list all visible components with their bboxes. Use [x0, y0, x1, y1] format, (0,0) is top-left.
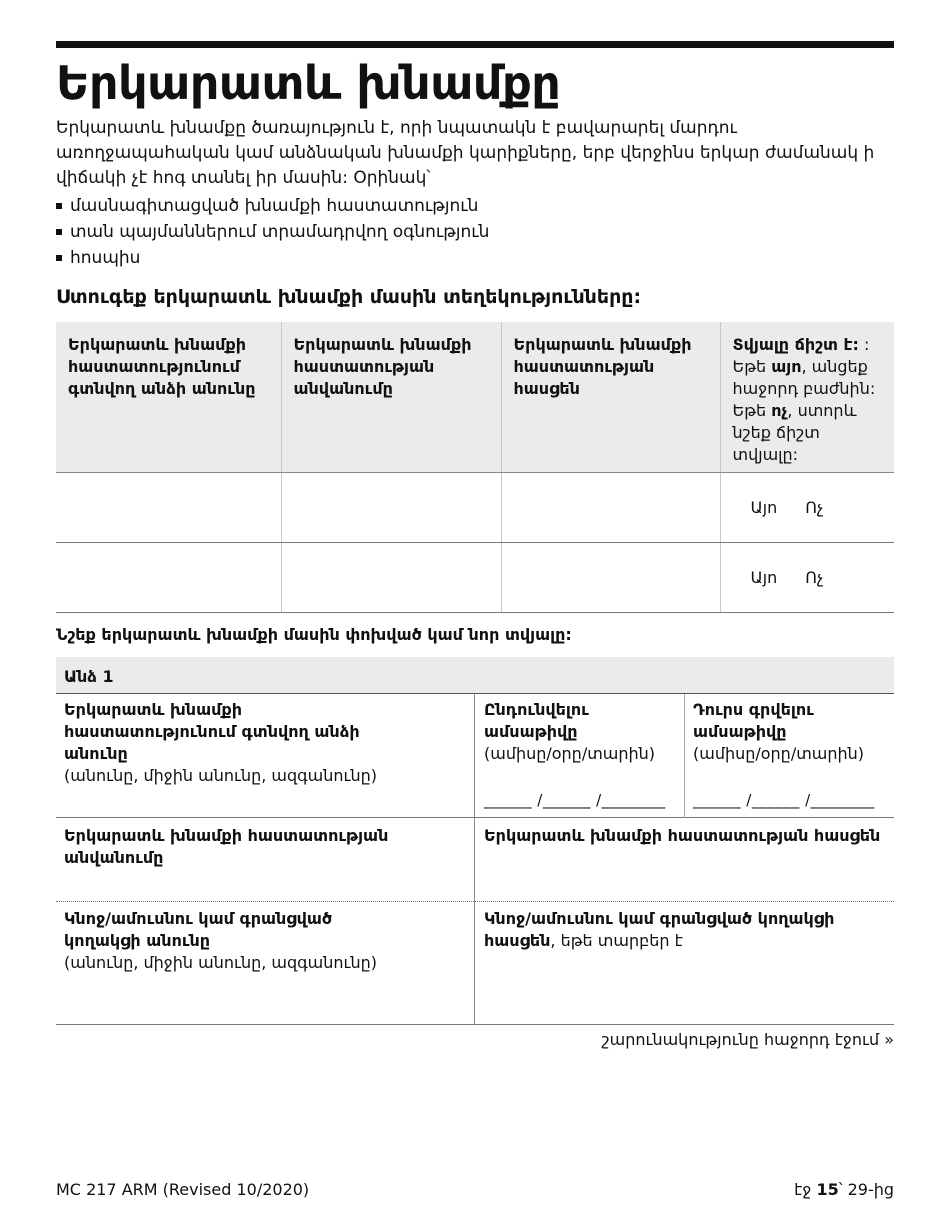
col-correct: Տվյալը ճիշտ է: : Եթե այո, անցեք հաջորդ բաժնին: Եթե ոչ, ստորև նշեք ճիշտ տվյալը:: [720, 322, 894, 473]
facility-address-field[interactable]: Երկարատև խնամքի հաստատության հասցեն: [484, 826, 881, 845]
cell-input[interactable]: [281, 543, 501, 613]
list-item: հոսպիս: [56, 245, 489, 271]
no-option[interactable]: Ոչ: [805, 498, 824, 517]
intro-paragraph: Երկարատև խնամքը ծառայություն է, որի նպատակն է բավարարել մարդու առողջապահական կամ անձնական խնամքի կարիքները, երբ վերջինս երկար ժամանակ ի վիճակի չէ հոգ տանել իր մասին: Օրինակ՝: [56, 118, 875, 188]
list-item: տան պայմաններում տրամադրվող օգնություն: [56, 219, 489, 245]
person-label: Անձ 1: [56, 657, 894, 694]
person-name-field[interactable]: Երկարատև խնամքի հաստատությունում գտնվող անձի անունը (անունը, միջին անունը, ազգանունը): [64, 700, 378, 785]
cell-input[interactable]: [281, 473, 501, 543]
form-id: MC 217 ARM (Revised 10/2020): [56, 1180, 310, 1199]
examples-list: [56, 193, 489, 271]
admit-date-field[interactable]: Ընդունվելու ամսաթիվը (ամիսը/օրը/տարին): [484, 700, 656, 763]
col-facility-address: Երկարատև խնամքի հաստատության հասցեն: [501, 322, 720, 473]
cell-input[interactable]: [501, 543, 720, 613]
yes-no-cell: [720, 473, 894, 543]
changes-heading: Նշեք երկարատև խնամքի մասին փոխված կամ նոր տվյալը:: [56, 625, 572, 644]
discharge-date-field[interactable]: Դուրս գրվելու ամսաթիվը (ամիսը/օրը/տարին): [693, 700, 865, 763]
continued-note: շարունակությունը հաջորդ էջում »: [601, 1030, 894, 1049]
verify-table: [56, 322, 894, 613]
yes-no-cell: [720, 543, 894, 613]
spouse-name-field[interactable]: Կնոջ/ամուսնու կամ գրանցված կողակցի անունը (անունը, միջին անունը, ազգանունը): [64, 909, 378, 972]
discharge-date-blank[interactable]: ______ /______ /________: [693, 791, 875, 809]
col-facility-name: Երկարատև խնամքի հաստատության անվանումը: [281, 322, 501, 473]
cell-input[interactable]: [56, 543, 281, 613]
page-number: էջ 15՝ 29-ից: [794, 1180, 894, 1199]
admit-date-blank[interactable]: ______ /______ /________: [484, 791, 666, 809]
page-title: Երկարատև խնամքը: [56, 56, 561, 110]
cell-input[interactable]: [501, 473, 720, 543]
divider: [684, 694, 685, 818]
no-option[interactable]: Ոչ: [805, 568, 824, 587]
yes-option[interactable]: Այո: [750, 498, 778, 517]
cell-input[interactable]: [56, 473, 281, 543]
section-heading: Ստուգեք երկարատև խնամքի մասին տեղեկությունները:: [56, 286, 642, 308]
facility-name-field[interactable]: Երկարատև խնամքի հաստատության անվանումը: [64, 826, 389, 867]
col-person-name: Երկարատև խնամքի հաստատությունում գտնվող անձի անունը: [56, 322, 281, 473]
yes-option[interactable]: Այո: [750, 568, 778, 587]
list-item: մասնագիտացված խնամքի հաստատություն: [56, 193, 489, 219]
spouse-address-field[interactable]: Կնոջ/ամուսնու կամ գրանցված կողակցի հասցեն, եթե տարբեր է: [484, 909, 835, 950]
table-row: [56, 543, 894, 613]
table-row: [56, 473, 894, 543]
top-rule: [56, 41, 894, 48]
